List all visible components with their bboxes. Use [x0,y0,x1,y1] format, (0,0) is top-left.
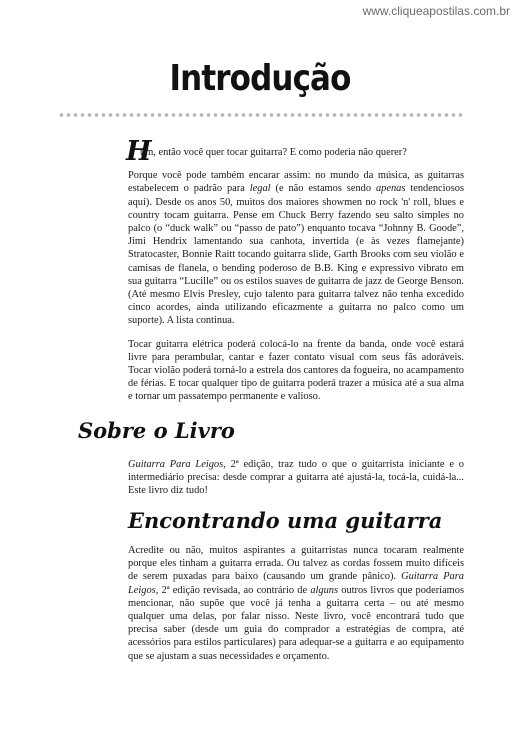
intro-first-line: um, então você quer tocar guitarra? E como poderia não querer? [140,147,407,158]
about-book-title: Guitarra Para Leigos [128,459,224,470]
find-book-title: Guitarra Para Leigos [128,571,464,596]
section-title-finding-guitar: Encontrando uma guitarra [128,508,443,533]
find-emphasis-alguns: alguns [310,584,339,596]
finding-guitar-body [128,544,464,663]
intro-p1-text-a: Porque você pode também encarar assim: no mundo da música, as guitarras estabelecem o padrão para [128,170,464,195]
dotted-divider [58,112,462,118]
find-text-b: , 2ª edição revisada, ao contrário de [155,584,311,596]
drop-cap: H [126,136,152,167]
section-title-about: Sobre o Livro [78,418,235,443]
intro-p1-text-b: (e não estamos sendo [270,183,376,195]
intro-p1-text-c: tendenciosos aqui). Desde os anos 50, muitos dos maiores showmen no rock 'n' roll, blues e country tocam guitarra. Pense em Chuck Berry fazendo seu salto simples no palco (o “duck walk” ou “passo de pato”) enquanto tocava “Johnny B. Goode”, Jimi Hendrix lamentando sua canhota, invertida (e às vezes flamejante) Stratocaster, Bonnie Raitt tocando guitarra slide, Garth Brooks com seu violão e camisas de flanela, o bending poderoso de B.B. King e expressivo vibrato em sua guitarra “Lucille” ou os estilos suaves de guitarra de jazz de George Benson. (Até mesmo Elvis Presley, cujo talento para guitarra talvez não tenha excedido cinco acordes, ainda utilizando eficazmente a guitarra no palco como um suporte). A lista continua. [128,183,464,327]
about-body [128,458,464,498]
intro-first-paragraph [126,136,464,167]
finding-guitar-paragraph [128,544,464,663]
about-text: , 2ª edição, traz tudo o que o guitarrista iniciante e o intermediário precisa: desde comprar a guitarra até ajustá-la, tocá-la, cuidá-la... Este livro diz tudo! [128,459,465,497]
site-url: www.cliqueapostilas.com.br [362,4,510,18]
chapter-title: Introdução [169,58,351,99]
intro-paragraph-2: Tocar guitarra elétrica poderá colocá-lo na frente da banda, onde você estará livre para perambular, cantar e fazer contato visual com seus fãs adoráveis. Tocar violão poderá torná-lo a estrela dos cantores da fogueira, no acampamento de férias. E tocar qualquer tipo de guitarra poderá trazer a música até a sua alma e tornar um passatempo permanente e valioso. [128,338,464,403]
find-text-a: Acredite ou não, muitos aspirantes a guitarristas nunca tocaram realmente porque eles tinham a guitarra errada. Ou talvez as cordas fossem muito difíceis de serem puxadas para baixo (causando um grande pânico). [128,545,464,583]
about-paragraph [128,458,464,498]
intro-paragraph-1 [128,169,464,327]
find-text-c: outros livros que poderíamos mencionar, não supõe que você já tenha a guitarra certa – ou até mesmo qualquer uma delas, por falar nisso. Neste livro, você encontrará tudo que precisa saber (desde um guia do comprador a estratégias de compra, até acessórios para estilos particulares) para adequar-se a guitarra e ao equipamento que se ajustam a suas necessidades e orçamento. [128,584,465,662]
intro-p1-emphasis-apenas: apenas [375,183,406,195]
intro-body [126,136,464,414]
intro-p1-emphasis-legal: legal [249,183,271,195]
